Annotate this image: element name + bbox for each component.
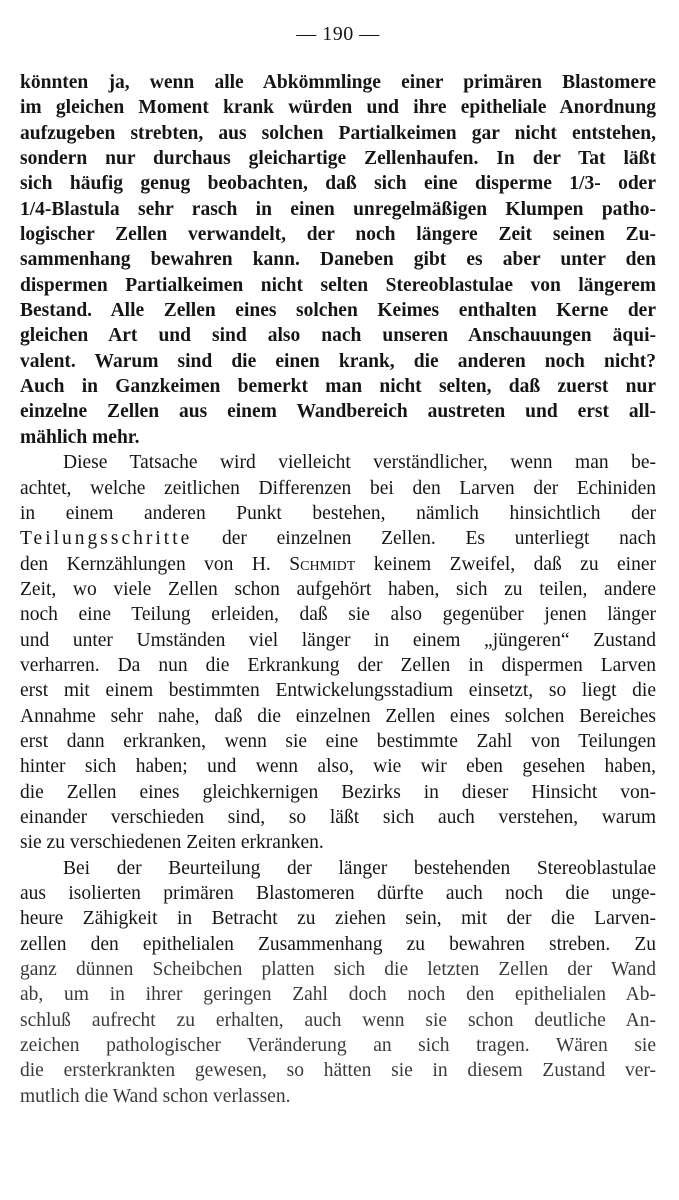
text-line: die Zellen eines gleichkernigen Bezirks in dieser Hinsicht von- <box>20 781 656 803</box>
text-line: sondern nur durchaus gleichartige Zellenhaufen. In der Tat läßt <box>20 148 656 170</box>
text-line: aus isolierten primären Blastomeren dürfte auch noch die unge- <box>20 883 656 904</box>
text-line: die ersterkrankten gewesen, so hätten sie in diesem Zustand ver- <box>20 1060 656 1082</box>
text-line: erst dann erkranken, wenn sie eine bestimmte Zahl von Teilungen <box>20 730 656 752</box>
text-line: Bei der Beurteilung der länger bestehenden Stereoblastulae <box>63 857 656 879</box>
text-line: erst mit einem bestimmten Entwickelungsstadium einsetzt, so liegt die <box>20 680 656 702</box>
text-line: im gleichen Moment krank würden und ihre epitheliale Anordnung <box>20 97 656 119</box>
text-line: gleichen Art und sind also nach unseren Anschauungen äqui- <box>20 325 656 347</box>
text-line: zeichen pathologischer Veränderung an sich tragen. Wären sie <box>20 1035 656 1057</box>
text-line: heure Zähigkeit in Betracht zu ziehen sein, mit der die Larven- <box>20 908 656 930</box>
emphasized-term: Teilungsschritte <box>20 528 193 550</box>
text-line: sich häufig genug beobachten, daß sich eine disperme 1/3- oder <box>20 173 656 195</box>
text-line: sie zu verschiedenen Zeiten erkranken. <box>20 832 324 854</box>
text-line: verharren. Da nun die Erkrankung der Zellen in dispermen Larven <box>20 654 656 676</box>
text-line: einzelne Zellen aus einem Wandbereich austreten und erst all- <box>20 401 656 423</box>
text-line: ganz dünnen Scheibchen platten sich die letzten Zellen der Wand <box>20 959 656 981</box>
text-line: sammenhang bewahren kann. Daneben gibt es aber unter den <box>20 249 656 271</box>
text-line: 1/4-Blastula sehr rasch in einen unregelmäßigen Klumpen patho- <box>20 198 656 220</box>
text-line: hinter sich haben; und wenn also, wie wir eben gesehen haben, <box>20 756 656 778</box>
text-line: noch eine Teilung erleiden, daß sie also gegenüber jenen länger <box>20 604 656 626</box>
text-line: Diese Tatsache wird vielleicht verständlicher, wenn man be- <box>63 452 656 474</box>
paragraph-2 <box>20 450 656 856</box>
text-line: valent. Warum sind die einen krank, die anderen noch nicht? <box>20 350 656 372</box>
text-line: ab, um in ihrer geringen Zahl doch noch den epithelialen Ab- <box>20 984 656 1006</box>
text-line: einander verschieden sind, so läßt sich auch verstehen, warum <box>20 806 656 828</box>
text-line: schluß aufrecht zu erhalten, auch wenn sie schon deutliche An- <box>20 1009 656 1031</box>
text-line: mutlich die Wand schon verlassen. <box>20 1085 291 1107</box>
text-line: mählich mehr. <box>20 426 140 448</box>
text-line: Zeit, wo viele Zellen schon aufgehört haben, sich zu teilen, andere <box>20 578 656 600</box>
text-line: Annahme sehr nahe, daß die einzelnen Zellen eines solchen Bereiches <box>20 705 656 727</box>
text-line: dispermen Partialkeimen nicht selten Stereoblastulae von längerem <box>20 274 656 296</box>
paragraph-3 <box>20 856 656 1109</box>
text-fragment: der einzelnen Zellen. Es unterliegt nach <box>192 528 656 550</box>
paragraph-1 <box>20 70 656 450</box>
page-number: — 190 — <box>296 23 380 45</box>
author-name: Schmidt <box>289 553 356 575</box>
text-line: könnten ja, wenn alle Abkömmlinge einer primären Blastomere <box>20 72 656 93</box>
text-line: logischer Zellen verwandelt, der noch längere Zeit seinen Zu- <box>20 224 656 246</box>
text-fragment: den Kernzählungen von H. <box>20 553 290 575</box>
document-page <box>20 22 656 1109</box>
text-fragment: keinem Zweifel, daß zu einer <box>355 553 657 575</box>
text-line: in einem anderen Punkt bestehen, nämlich hinsichtlich der <box>20 502 656 524</box>
text-line-with-name <box>20 552 656 577</box>
text-line-spaced <box>20 526 656 551</box>
text-line: Auch in Ganzkeimen bemerkt man nicht selten, daß zuerst nur <box>20 376 656 398</box>
text-line: aufzugeben strebten, aus solchen Partialkeimen gar nicht entstehen, <box>20 122 656 144</box>
text-line: Bestand. Alle Zellen eines solchen Keimes enthalten Kerne der <box>20 300 656 322</box>
text-line: und unter Umständen viel länger in einem „jüngeren“ Zustand <box>20 629 656 651</box>
text-line: zellen den epithelialen Zusammenhang zu bewahren streben. Zu <box>20 933 656 955</box>
text-line: achtet, welche zeitlichen Differenzen bei den Larven der Echiniden <box>20 477 656 499</box>
